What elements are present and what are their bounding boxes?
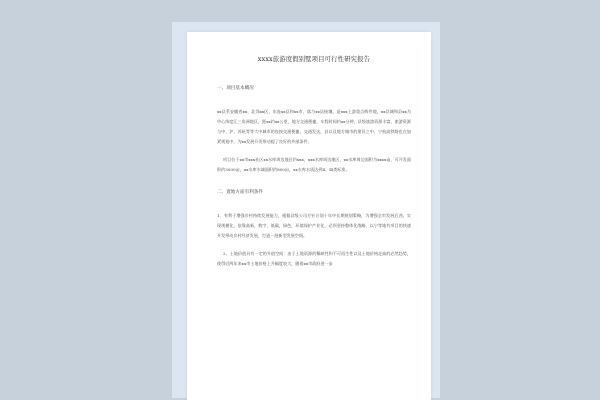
document-page <box>187 32 431 400</box>
paragraph: xx县系安徽省xx、北邻xx区，东连xx县和xx市，落与xx县接壤，是xxx上游重点辉件地，xx县城和县xx为中心纬度江三角洲地区，距xx约xx公里，地方交通便捷，车程时间约xx分钟，县级旅游资源丰富，旅游资源与中、沪、苏杭等等大中城市的连接交通便捷，交通发达，县以及地方城市的建设之中，宁杭高铁路也在加紧规划中，为xx发展开发带动提了良好的外部条件。 <box>217 109 411 144</box>
section-project-overview <box>217 85 411 175</box>
paragraph: 2、土地价值具有一定的升值空间：由于土地资源的稀缺性和不可再生性以及土地价格走高的必然趋势，使得近两年来xx市土地价格上升幅度较大，随着xx市政府进一步 <box>217 251 411 266</box>
paragraph: 项目位于xx市xxx社区xx水库周边地区约xxx，xxx水库周边地区，xx水库周边面积为xxxx亩，可开发面积约3000亩，xx水库水域面积约800亩，xx水库水质达到Ⅱ、Ⅲ类标准。 <box>217 157 411 172</box>
document-title: xxxx旅游度假别墅项目可行性研究报告 <box>257 55 371 63</box>
section-favorable-conditions <box>217 189 411 269</box>
section-heading: 一、项目基本概况 <box>217 86 254 91</box>
section-heading: 二、置地方面有利条件 <box>217 190 263 195</box>
paragraph: 1、有利于增强乡村持续发展能力，根据县级公司方针计划十年中长期规划策略，为增强全市发展后劲，实现规模化，依靠高新，数字、低碳，绿色，环境保护产业化，必须坚持整体化战略，以宁等地有项目的快速开发带动乡村经济发展，打造一批新型发展空间。 <box>217 213 411 238</box>
